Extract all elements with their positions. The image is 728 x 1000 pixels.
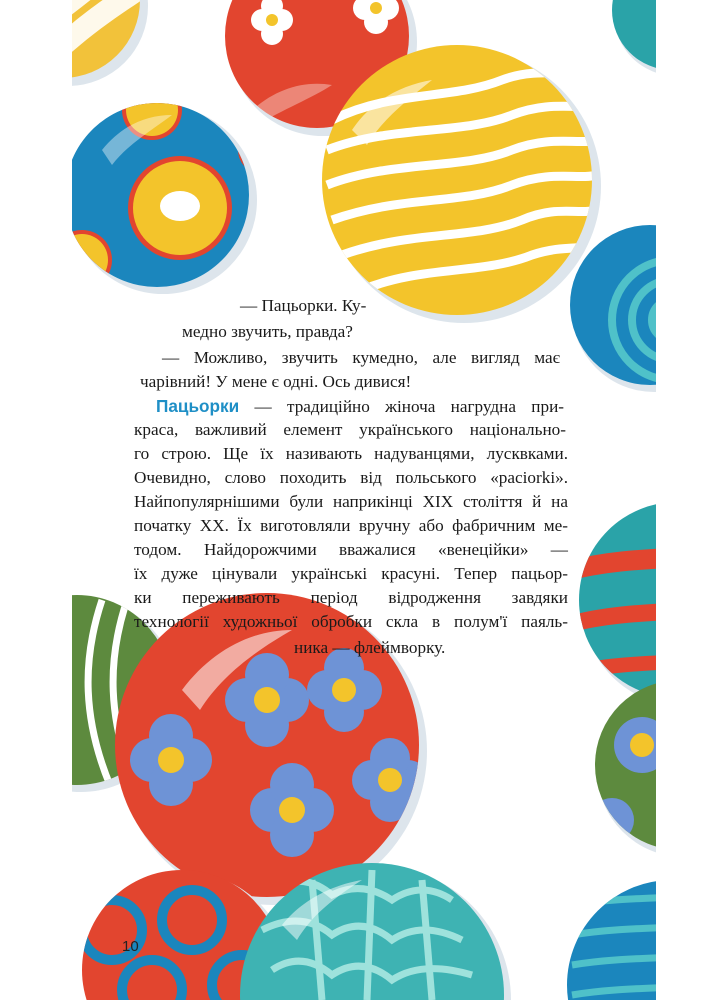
definition-line-10: технології художньої обробки скла в полум'ї паяль- — [134, 612, 568, 631]
definition-line-6: початку XX. Їх виготовляли вручну або фабричним ме- — [134, 516, 568, 535]
page-number: 10 — [122, 938, 139, 955]
dialogue-line-2: медно звучить, правда? — [182, 322, 353, 341]
bead-blue-stripes — [562, 875, 656, 1000]
definition-line-7: тодом. Найдорожчими вважалися «венеційки» — — [134, 540, 568, 559]
bead-top-left — [72, 0, 172, 90]
definition-line-8: їх дуже цінували українські красуні. Тепер пацьор- — [134, 564, 568, 583]
definition-line-9: ки переживають період відродження завдяки — [134, 588, 568, 607]
bead-green-blue-flowers — [587, 675, 656, 865]
definition-line-11: ника — флеймворку. — [294, 638, 446, 657]
definition-line-3: го строю. Ще їх називають надуванцями, лусквками. — [134, 444, 568, 463]
dialogue-line-4: чарівний! У мене є одні. Ось дивися! — [140, 372, 412, 391]
definition-line-1 — [156, 394, 564, 419]
definition-term: Пацьорки — [156, 396, 240, 416]
definition-line-1-rest: — традиційно жіноча нагрудна при- — [239, 397, 564, 416]
dialogue-line-1: — Пацьорки. Ку- — [240, 296, 367, 315]
definition-line-2: краса, важливий елемент українського національно- — [134, 420, 566, 439]
bead-blue-yellow-suns — [72, 80, 286, 300]
bead-teal-red-bands — [572, 495, 656, 715]
bead-top-right — [602, 0, 656, 80]
definition-line-4: Очевидно, слово походить від польського «paciorki». — [134, 468, 568, 487]
definition-line-5: Найпопулярнішими були наприкінці XIX століття й на — [134, 492, 568, 511]
dialogue-line-3: — Можливо, звучить кумедно, але вигляд має — [162, 348, 560, 367]
